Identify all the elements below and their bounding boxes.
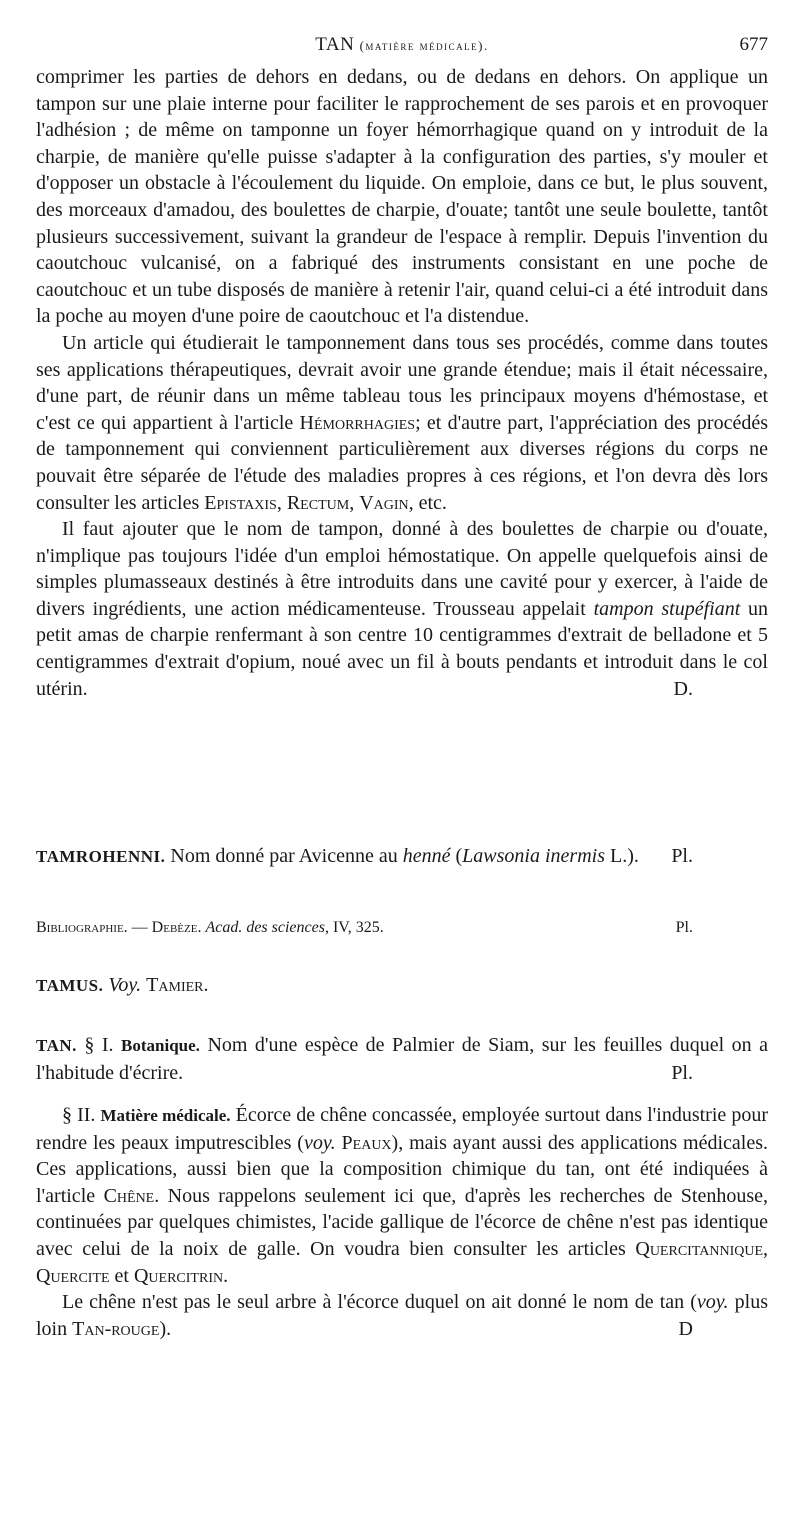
voy-marker: Voy. xyxy=(108,974,142,996)
bibliography-ref: , IV, 325. xyxy=(324,919,384,936)
entry-text xyxy=(36,843,768,871)
entry-text xyxy=(36,1032,768,1086)
entry-tan-matiere-medicale xyxy=(36,1102,768,1342)
entry-headword: TAN. xyxy=(36,1036,77,1055)
section-number: § II. xyxy=(62,1104,96,1126)
running-title-main: TAN xyxy=(315,34,355,55)
emphasis: henné xyxy=(402,845,451,867)
paragraph: Un article qui étudierait le tamponnement dans tous ses procédés, comme dans toutes ses applications thérapeutiques, devrait avoir une grande étendue; mais il était nécessaire, d'une part, de réunir dans un même tableau tous les principaux moyens d'hémostase, et c'est ce qui appartient à l'article Hémorrhagies; et d'autre part, l'appréciation des procédés de tamponnement qui conviennent particulièrement aux diverses régions du corps ne pouvait être séparée de l'étude des maladies propres à ces régions, et l'on devra dès lors consulter les articles Epistaxis, Rectum, Vagin, etc. xyxy=(36,331,769,514)
emphasis: tampon stupéfiant xyxy=(593,597,741,620)
paragraph-text: plus loin xyxy=(36,1291,768,1340)
author-signature: Pl. xyxy=(671,845,693,867)
entry-headword: TAMROHENNI. xyxy=(36,847,166,866)
cross-reference: Tamier. xyxy=(146,974,209,996)
voy-marker: voy. xyxy=(696,1291,729,1314)
running-header xyxy=(36,34,768,58)
cross-reference: Epistaxis xyxy=(204,491,277,514)
paragraph-text: . xyxy=(223,1264,229,1287)
paragraph-text: et xyxy=(114,1264,129,1287)
paragraph-text: ; et d'autre part, l'appréciation des procédés de tamponnement qui conviennent particulièrement aux diverses régions du corps ne pouvait être séparée de l'étude des maladies propres à ces régions, et l'on devra dès lors consulter les articles xyxy=(36,411,769,514)
paragraph-text: ), mais ayant aussi des applications médicales. Ces applications, aussi bien que la composition chimique du tan, ont été indiquées à l'article xyxy=(36,1131,768,1207)
page-number: 677 xyxy=(739,34,768,55)
entry-tamrohenni xyxy=(36,843,768,871)
paragraph-text: ). xyxy=(159,1317,172,1340)
author-signature: Pl. xyxy=(675,919,693,936)
tamponnement-continuation xyxy=(36,64,768,702)
paragraph-text: . Nous rappelons seulement ici que, d'après les recherches de Stenhouse, continuées par quelques chimistes, l'acide gallique de l'écorce de chêne n'est pas identique avec celui de la noix de galle. On voudra bien consulter les articles xyxy=(36,1184,769,1260)
paragraph-text: un petit amas de charpie renfermant à son centre 10 centigrammes d'extrait de belladone et 5 centigrammes d'extrait d'opium, noué avec un fil à bouts pendants et introduit dans le col utérin. xyxy=(36,597,769,700)
entry-tan-botanique xyxy=(36,1032,768,1086)
paragraph-text: , etc. xyxy=(408,491,447,514)
cross-reference: Quercitrin xyxy=(133,1264,224,1287)
cross-reference: Quercite xyxy=(36,1264,110,1287)
author-signature: D xyxy=(678,1317,693,1340)
cross-reference: Quercitannique xyxy=(635,1237,764,1260)
section-title: Matière médicale. xyxy=(100,1106,231,1125)
author-signature: D. xyxy=(673,677,693,700)
running-title xyxy=(36,34,768,56)
emphasis: Lawsonia inermis xyxy=(462,845,605,867)
cross-reference: Chêne xyxy=(103,1184,155,1207)
entry-body: L.). xyxy=(609,845,639,867)
voy-marker: voy. xyxy=(303,1131,336,1154)
paragraph-text: Écorce de chêne concassée, employée surtout dans l'industrie pour rendre les peaux imputrescibles ( xyxy=(36,1104,769,1154)
entry-text xyxy=(36,972,768,1000)
cross-reference: Hémorrhagies xyxy=(299,411,416,434)
bibliography-source: Acad. des sciences xyxy=(205,919,325,936)
entry-body: Nom d'une espèce de Palmier de Siam, sur les feuilles duquel on a l'habitude d'écrire. xyxy=(36,1034,769,1084)
entry-tamus xyxy=(36,972,768,1000)
author-signature: Pl. xyxy=(671,1061,693,1084)
bibliography-label: Bibliographie. xyxy=(36,919,128,936)
paragraph-text: Il faut ajouter que le nom de tampon, donné à des boulettes de charpie ou d'ouate, n'implique pas toujours l'idée d'un emploi hémostatique. On appelle quelquefois ainsi de simples plumasseaux destinés à être introduits dans une cavité pour y exercer, à l'aide de divers ingrédients, une action médicamenteuse. Trousseau appelait xyxy=(36,518,768,620)
bibliography-author: Debèze. xyxy=(151,919,202,936)
entry-body: ( xyxy=(455,845,463,867)
paragraph: § II. Matière médicale. Écorce de chêne concassée, employée surtout dans l'industrie pour rendre les peaux imputrescibles (voy. Peaux), mais ayant aussi des applications médicales. Ces applications, aussi bien que la composition chimique du tan, ont été indiquées à l'article Chêne. Nous rappelons seulement ici que, d'après les recherches de Stenhouse, continuées par quelques chimistes, l'acide gallique de l'écorce de chêne n'est pas identique avec celui de la noix de galle. On voudra bien consulter les articles Quercitannique, Quercite et Quercitrin. xyxy=(36,1104,769,1287)
paragraph-text: comprimer les parties de dehors en dedans, ou de dedans en dehors. On applique un tampon sur une plaie interne pour faciliter le rapprochement de ses parois et en provoquer l'adhésion ; de même on tamponne un foyer hémorrhagique quand on y introduit de la charpie, de manière qu'elle puisse s'adapter à la configuration des parties, s'y mouler et d'opposer un obstacle à l'écoulement du liquide. On emploie, dans ce but, le plus souvent, des morceaux d'amadou, des boulettes de charpie, d'ouate; tantôt une seule boulette, tantôt plusieurs successivement, suivant la grandeur de l'espace à remplir. Depuis l'invention du caoutchouc vulcanisé, on a fabriqué des instruments consistant en une poche de caoutchouc et un tube disposés de manière à retenir l'air, quand celui-ci a été introduit dans la poche au moyen d'une poire de caoutchouc et l'a distendue. xyxy=(36,66,768,328)
cross-reference: Rectum xyxy=(286,491,350,514)
cross-reference: Tan-rouge xyxy=(72,1317,160,1340)
paragraph-text: Un article qui étudierait le tamponnement dans tous ses procédés, comme dans toutes ses applications thérapeutiques, devrait avoir une grande étendue; mais il était nécessaire, d'une part, de réunir dans un même tableau tous les principaux moyens d'hémostase, et c'est ce qui appartient à l'article xyxy=(36,331,768,434)
entry-headword: TAMUS. xyxy=(36,976,104,995)
entry-body: Nom donné par Avicenne au xyxy=(170,845,398,867)
section-title: Botanique. xyxy=(121,1036,200,1055)
bibliography-line xyxy=(36,915,768,942)
paragraph xyxy=(36,64,768,330)
paragraph xyxy=(36,1289,768,1342)
paragraph-text: Le chêne n'est pas le seul arbre à l'écorce duquel on ait donné le nom de tan ( xyxy=(62,1291,697,1314)
bibliography-text xyxy=(36,915,768,942)
cross-reference: Vagin xyxy=(359,491,409,514)
bibliography-dash: — xyxy=(131,919,148,936)
paragraph xyxy=(36,516,768,702)
cross-reference: Peaux xyxy=(341,1131,392,1154)
running-title-sub: (matière médicale). xyxy=(359,38,489,53)
section-number: § I. xyxy=(84,1034,114,1056)
